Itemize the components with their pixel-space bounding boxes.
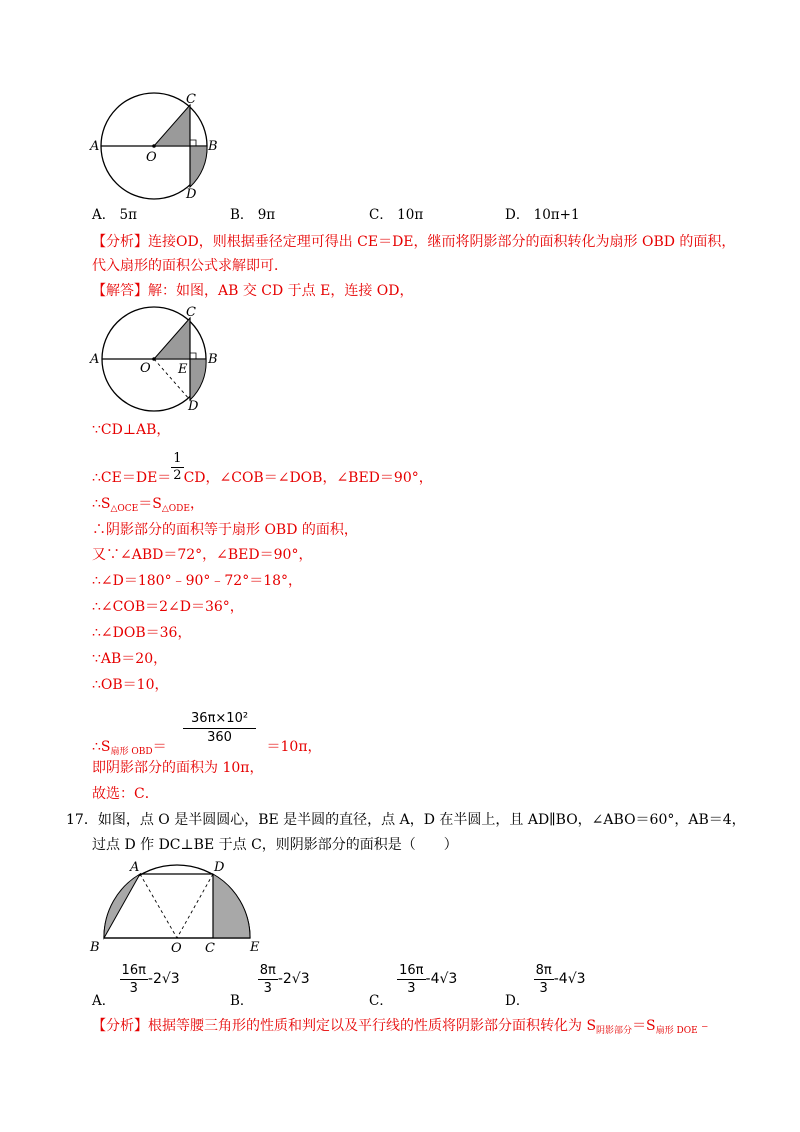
step-6: ∴∠D＝180°﹣90°﹣72°＝18°， <box>92 573 303 589</box>
fig2-label-c: C <box>186 306 196 320</box>
step-1: ∵CD⊥AB， <box>92 422 171 438</box>
fig3-label-b: B <box>90 940 100 954</box>
fig3-label-e: E <box>250 940 260 954</box>
option-a: A． 5π <box>92 207 138 223</box>
q17-line-2: 过点 D 作 DC⊥BE 于点 C，则阴影部分的面积是（ ） <box>92 837 458 853</box>
step-7: ∴∠COB＝2∠D＝36°， <box>92 599 244 615</box>
analysis-line-1: 【分析】连接OD，则根据垂径定理可得出 CE＝DE，继而将阴影部分的面积转化为扇形 OBD 的面积， <box>92 234 736 250</box>
q17-option-d: D． $\frac{8\pi}{3}$ -4√3 <box>505 963 586 1009</box>
step-12: 即阴影部分的面积为 10π， <box>92 760 264 776</box>
analysis-tag-q17: 【分析】 <box>92 1018 148 1034</box>
answer-tag: 【解答】 <box>92 283 148 299</box>
analysis-tag: 【分析】 <box>92 234 148 250</box>
step-3: $\therefore S_{\triangle OCE}=S_{\triangle ODE}$， <box>92 496 204 514</box>
figure-semicircle <box>86 858 266 954</box>
fig2-label-b: B <box>208 352 218 367</box>
step-5: 又∵∠ABD＝72°，∠BED＝90°， <box>92 547 313 563</box>
step-4: ∴阴影部分的面积等于扇形 OBD 的面积， <box>92 522 358 538</box>
fig2-label-e: E <box>178 362 188 377</box>
fig1-label-o: O <box>146 150 157 165</box>
answer-intro: 【解答】解：如图，AB 交 CD 于点 E，连接 OD， <box>92 283 414 299</box>
step-13: 故选：C． <box>92 786 159 802</box>
fig1-label-c: C <box>186 92 196 107</box>
fig3-label-d: D <box>214 860 225 875</box>
fig3-label-a: A <box>130 860 140 875</box>
fig2-label-o: O <box>140 361 151 376</box>
fig1-label-d: D <box>186 187 197 200</box>
figure-circle-1 <box>86 90 226 200</box>
option-b: B． 9π <box>230 207 276 223</box>
q17-line-1: 17．如图，点 O 是半圆圆心，BE 是半圆的直径，点 A，D 在半圆上，且 AD∥BO，∠ABO＝60°，AB＝4， <box>66 812 746 828</box>
option-c: C． 10π <box>369 207 424 223</box>
fig2-label-d: D <box>188 399 199 412</box>
q17-analysis: 【分析】根据等腰三角形的性质和判定以及平行线的性质将阴影部分面积转化为 $S_{阴影部分}=S_{扇形 DOE}﹣$ <box>92 1018 712 1036</box>
fig3-label-c: C <box>205 941 215 954</box>
fig1-label-a: A <box>90 139 100 154</box>
option-d: D． 10π+1 <box>505 207 580 223</box>
fig3-label-o: O <box>171 941 182 954</box>
step-11: $\therefore S_{扇形 OBD}=$ $\frac{\text{36π×10²}}{360}$ ＝10π， <box>92 711 322 757</box>
q17-option-a: A． $\frac{16\pi}{3}$ -2√3 <box>92 963 180 1009</box>
q17-option-c: C． $\frac{16\pi}{3}$ -4√3 <box>369 963 458 1009</box>
fig2-label-a: A <box>90 352 100 367</box>
step-9: ∵AB＝20， <box>92 651 168 667</box>
figure-circle-2 <box>86 306 226 412</box>
fig1-label-b: B <box>208 139 218 154</box>
analysis-line-2: 代入扇形的面积公式求解即可． <box>92 258 288 274</box>
step-2: ∴CE＝DE＝ $\frac{1}{2}$ CD，∠COB＝∠DOB，∠BED＝90°， <box>92 451 433 486</box>
step-10: ∴OB＝10， <box>92 677 169 693</box>
step-8: ∴∠DOB＝36， <box>92 625 192 641</box>
question-number: 17． <box>66 812 98 828</box>
q17-option-b: B． $\frac{8\pi}{3}$ -2√3 <box>230 963 310 1009</box>
